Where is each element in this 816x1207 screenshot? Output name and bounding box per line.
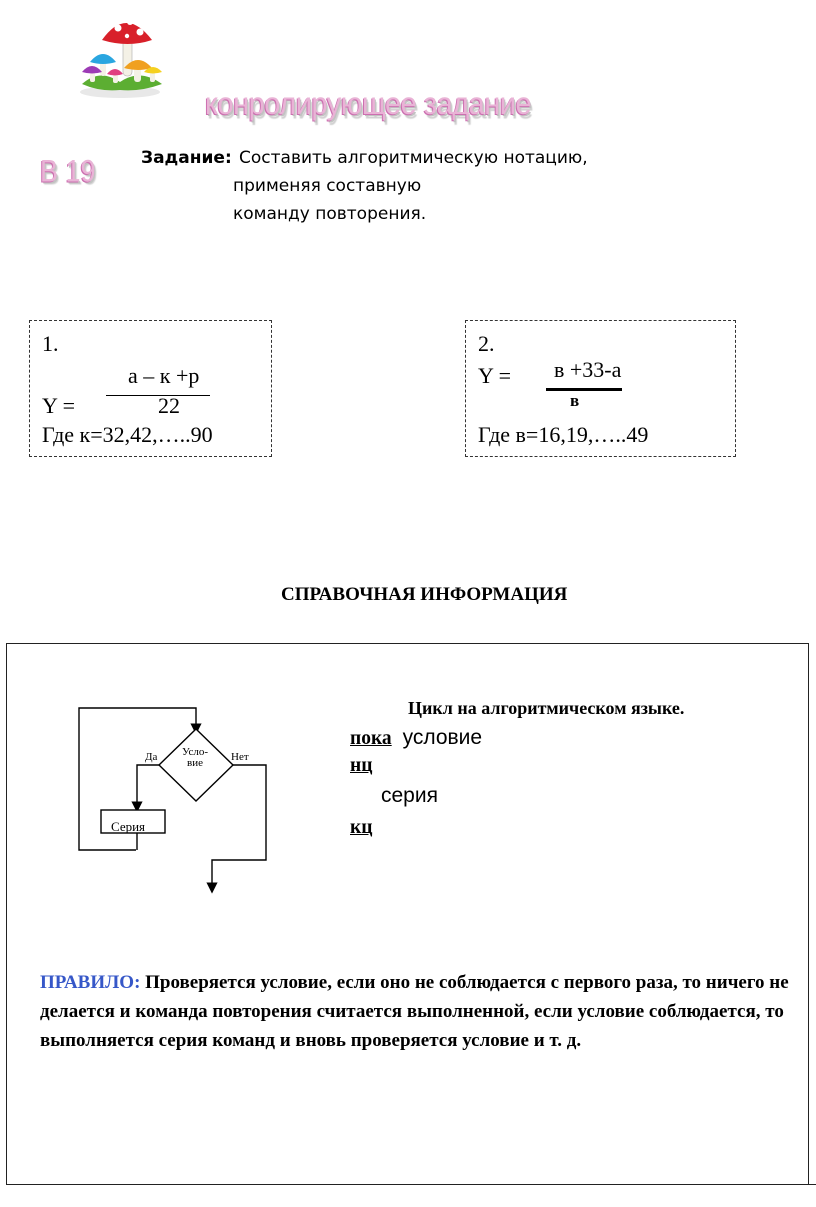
rule-label: ПРАВИЛО:: [40, 972, 141, 993]
reference-title: СПРАВОЧНАЯ ИНФОРМАЦИЯ: [281, 584, 568, 605]
loop-heading: Цикл на алгоритмическом языке.: [408, 698, 685, 718]
task-text-line: Составить алгоритмическую нотацию,: [239, 148, 588, 168]
keyword-end: кц: [350, 817, 373, 838]
task-1-lhs: Y =: [42, 393, 75, 418]
task-1-range: Где к=32,42,…..90: [42, 422, 213, 447]
while-line: [350, 726, 482, 750]
header-title: конролирующее задание: [205, 86, 532, 122]
rule-paragraph: [40, 968, 805, 1055]
task-1-number: 1.: [42, 331, 59, 356]
task-2-numerator: в +33-а: [554, 357, 622, 382]
task-number-badge: В 19: [40, 153, 96, 189]
task-2-range: Где в=16,19,…..49: [478, 422, 649, 447]
bottom-divider: [6, 1184, 816, 1185]
mushrooms-logo: [70, 8, 170, 100]
task-2-denominator: в: [570, 391, 580, 410]
task-label: Задание:: [141, 148, 232, 168]
task-1-numerator: а – к +р: [128, 363, 200, 388]
flowchart-yes-label: Да: [145, 751, 158, 763]
keyword-begin: нц: [350, 755, 373, 776]
rule-text: Проверяется условие, если оно не соблюдается с первого раза, то ничего не делается и команда повторения считается выполненной, если условие соблюдается, то выполняется серия команд и вновь проверяется условие и т. д.: [40, 972, 789, 1051]
flowchart-series-label: Серия: [111, 819, 146, 834]
task-2-box: [465, 320, 736, 457]
reference-panel: [6, 643, 809, 1184]
while-condition: условие: [402, 726, 483, 749]
flowchart-no-label: Нет: [231, 751, 249, 763]
keyword-while: пока: [350, 728, 392, 749]
loop-body: серия: [381, 784, 438, 807]
task-text-line: команду повторения.: [233, 204, 427, 224]
task-2-lhs: Y =: [478, 363, 511, 388]
task-2-number: 2.: [478, 331, 495, 356]
flowchart-condition: Усло- вие: [181, 746, 208, 769]
task-1-box: [29, 320, 272, 457]
task-text-line: применяя составную: [233, 176, 422, 196]
loop-flowchart: [66, 695, 286, 895]
fraction-bar: [546, 388, 622, 391]
task-1-denominator: 22: [158, 393, 180, 418]
